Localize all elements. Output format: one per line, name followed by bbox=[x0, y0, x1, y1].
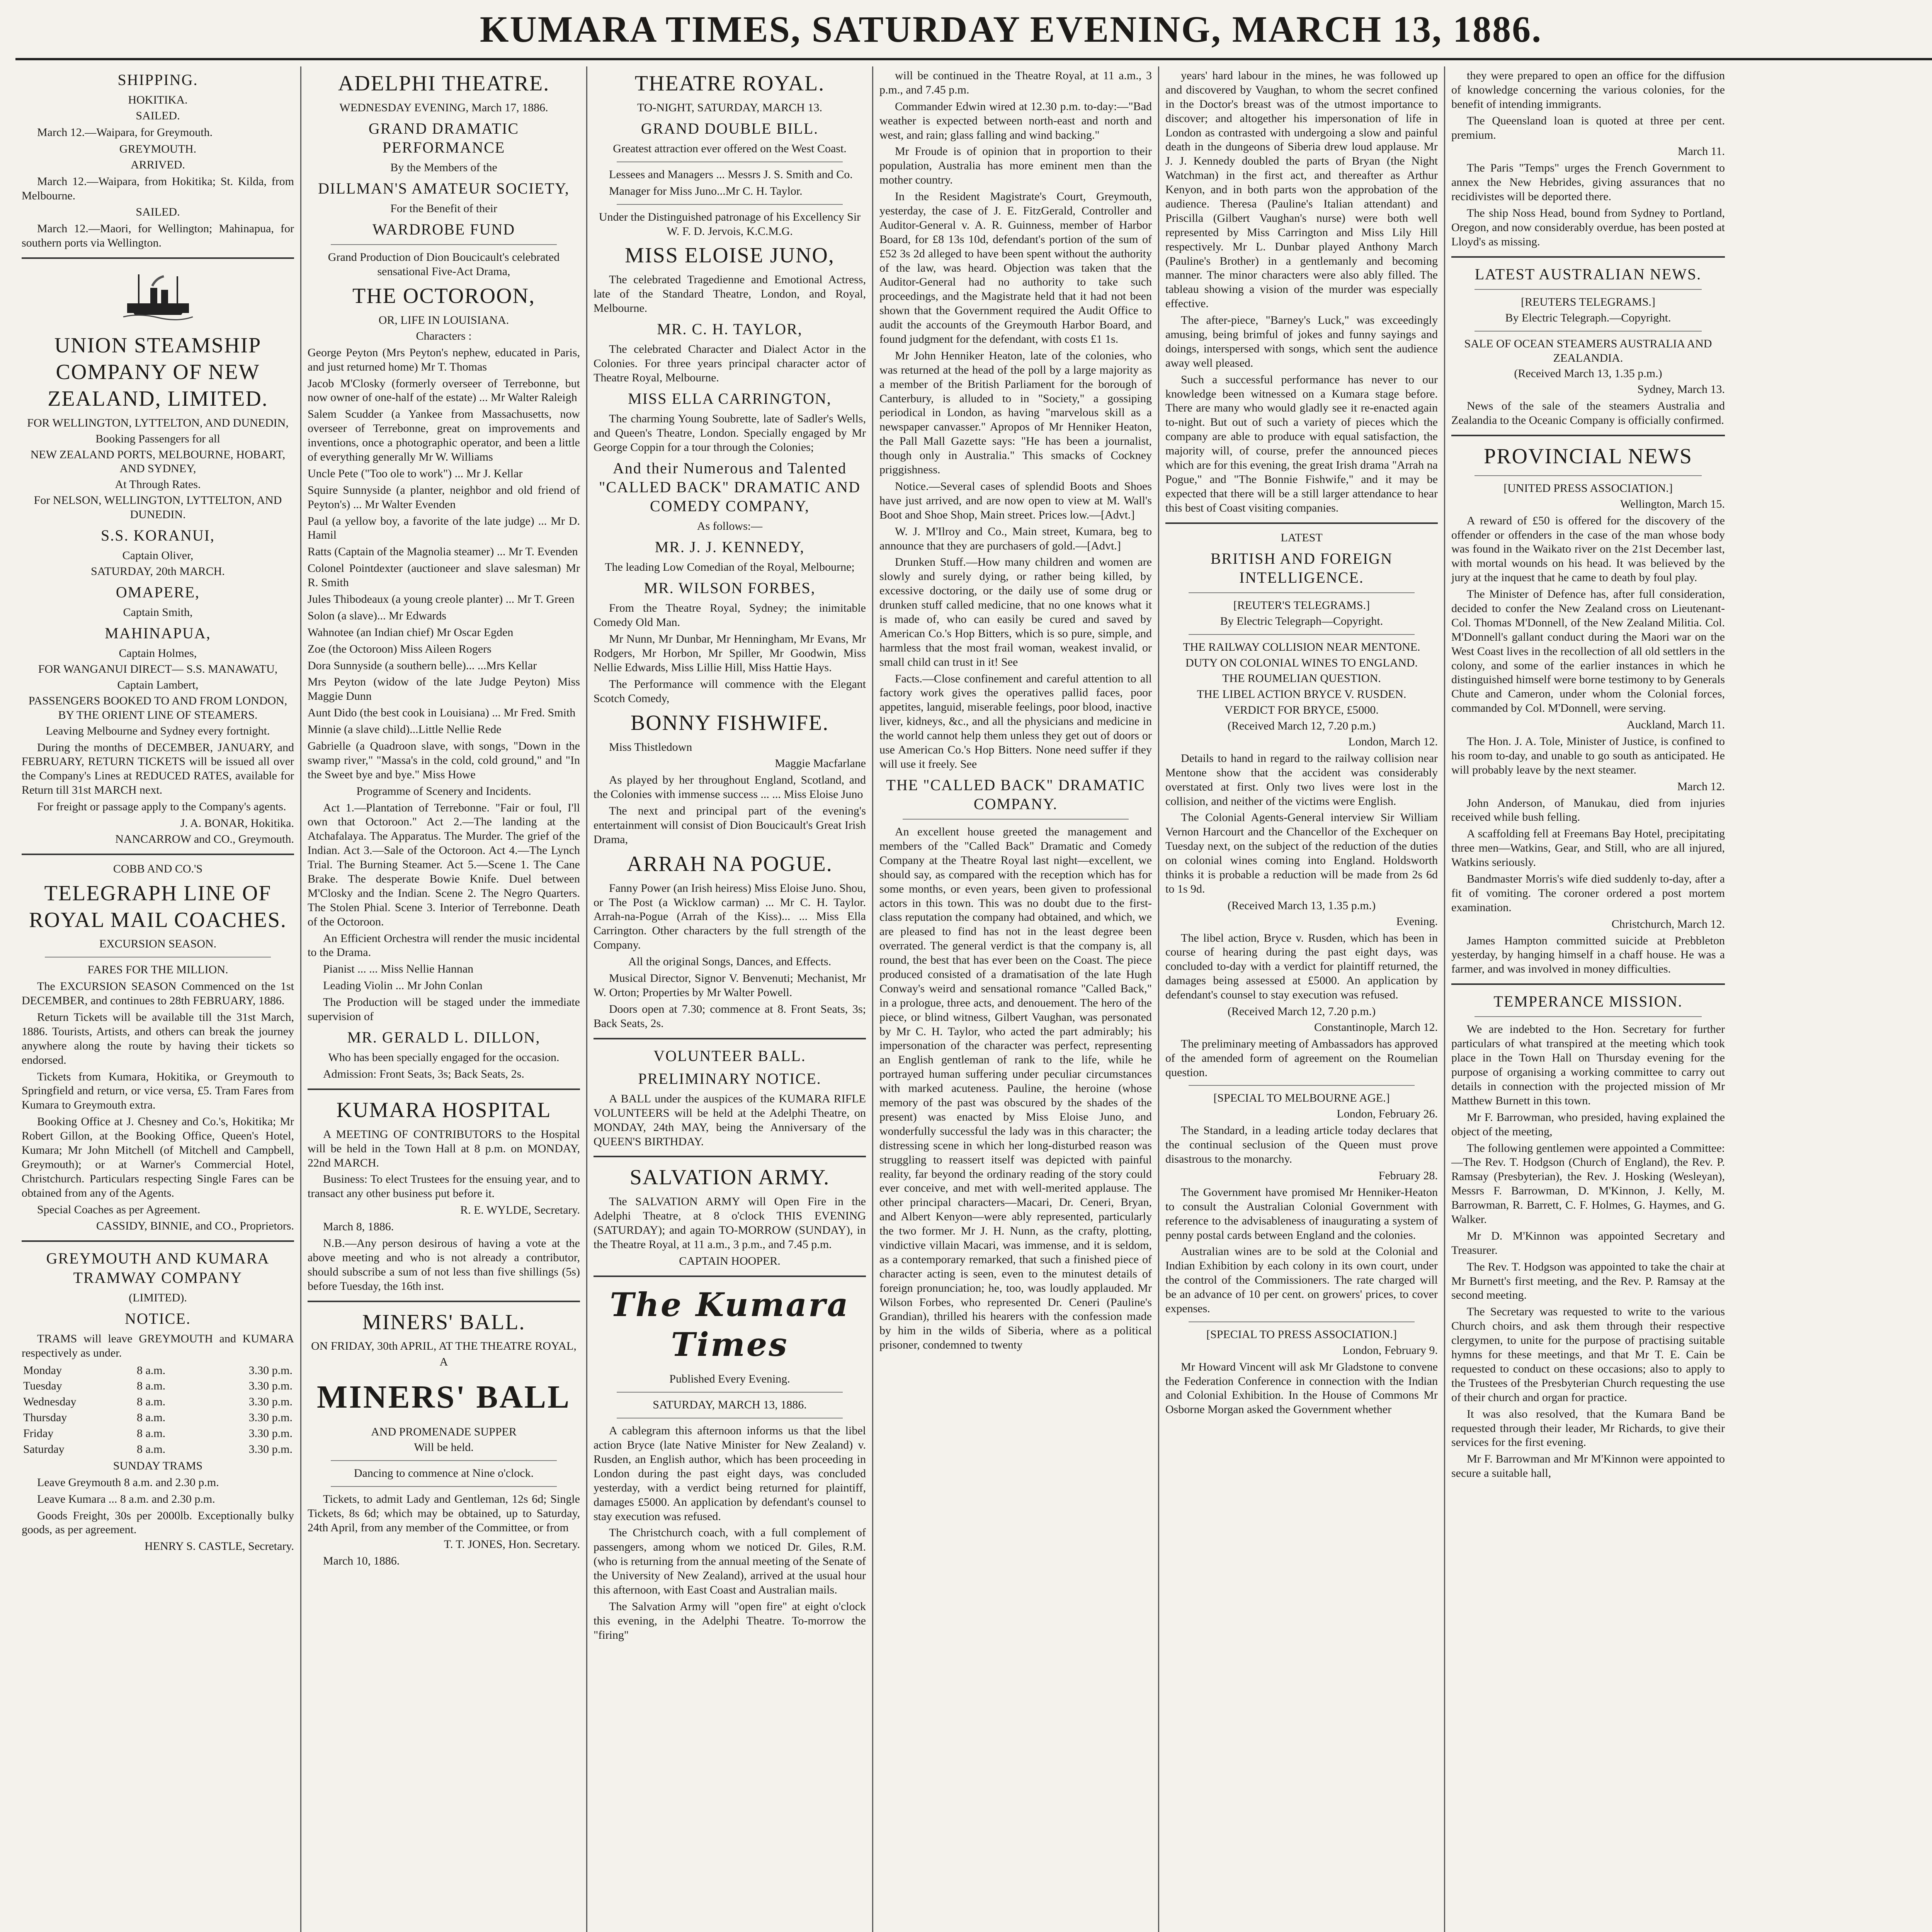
telegraph-heading: TELEGRAPH LINE OF ROYAL MAIL COACHES. bbox=[29, 881, 287, 932]
col6-p17: The Rev. T. Hodgson was appointed to take the chair at Mr Burnett's first meeting, and the Rev. P. Ramsay at the second meeting. bbox=[1451, 1260, 1725, 1302]
cast-entry: Zoe (the Octoroon) Miss Aileen Rogers bbox=[308, 642, 492, 655]
dancing: Dancing to commence at Nine o'clock. bbox=[354, 1467, 534, 1480]
cast-entry: Wahnotee (an Indian chief) Mr Oscar Egden bbox=[308, 626, 514, 639]
cast-entry: Solon (a slave)... Mr Edwards bbox=[308, 609, 447, 622]
british-heading: BRITISH AND FOREIGN INTELLIGENCE. bbox=[1210, 549, 1393, 586]
editorial-p3: The Salvation Army will "open fire" at eight o'clock this evening, in the Adelphi Theatre. To-morrow the "firing" bbox=[594, 1600, 866, 1641]
hokitika-text: March 12.—Waipara, for Greymouth. bbox=[37, 126, 213, 139]
schedule-pm: 3.30 p.m. bbox=[248, 1379, 293, 1393]
temperance-heading: TEMPERANCE MISSION. bbox=[1493, 993, 1683, 1010]
column-1 bbox=[15, 66, 301, 1932]
koranui-captain: Captain Oliver, bbox=[122, 549, 194, 562]
divider bbox=[22, 854, 294, 855]
cast-entry: Minnie (a slave child)...Little Nellie Rede bbox=[308, 723, 502, 736]
schedule-day: Tuesday bbox=[23, 1379, 62, 1393]
london-3: London, February 9. bbox=[1342, 1344, 1438, 1357]
pogue-title: ARRAH NA POGUE. bbox=[627, 852, 833, 876]
schedule-row bbox=[22, 1363, 294, 1379]
cast-entry: Gabrielle (a Quadroon slave, with songs, "Down in the swamp river," "Massa's in the cold, cold ground," and "In the Sweet bye and bye." Miss Howe bbox=[308, 740, 580, 781]
col6-p20: Mr F. Barrowman and Mr M'Kinnon were appointed to secure a suitable hall, bbox=[1451, 1452, 1725, 1480]
special-2: [SPECIAL TO PRESS ASSOCIATION.] bbox=[1206, 1328, 1397, 1341]
schedule-pm: 3.30 p.m. bbox=[248, 1427, 293, 1440]
will-be-held: Will be held. bbox=[414, 1441, 474, 1454]
col4-p1: will be continued in the Theatre Royal, at 11 a.m., 3 p.m., and 7.45 p.m. bbox=[879, 69, 1152, 96]
kennedy: MR. J. J. KENNEDY, bbox=[655, 538, 805, 556]
dillon-desc: Who has been specially engaged for the occasion. bbox=[328, 1051, 560, 1064]
col4-p8: Drunken Stuff.—How many children and women are slowly and surely dying, or rather being killed, by excessive doctoring, or the daily use of some drug or drunken stuff called medicine, that no one knows what it is made of, who can easily be cured and saved by American Co.'s Hop Bitters, which is so pure, simple, and harmless that the most frail woman, weakest invalid, or small child can trust in it! See bbox=[879, 556, 1152, 668]
manager: Manager for Miss Juno...Mr C. H. Taylor. bbox=[609, 184, 803, 197]
tram-limited: (LIMITED). bbox=[129, 1291, 187, 1304]
schedule-am: 8 a.m. bbox=[136, 1411, 166, 1424]
greymouth-sailed: March 12.—Maori, for Wellington; Mahinapua, for southern ports via Wellington. bbox=[22, 222, 294, 250]
by-electric: By Electric Telegraph—Copyright. bbox=[1220, 614, 1383, 628]
excursion-p1: The EXCURSION SEASON Commenced on the 1st DECEMBER, and continues to 28th FEBRUARY, 1886. bbox=[22, 980, 294, 1007]
forbes-desc: From the Theatre Royal, Sydney; the inimitable Comedy Old Man. bbox=[594, 602, 866, 629]
col6-p14: Mr F. Barrowman, who presided, having explained the object of the meeting, bbox=[1451, 1111, 1725, 1138]
divider bbox=[1475, 1016, 1702, 1017]
cast-entry: Paul (a yellow boy, a favorite of the late judge) ... Mr D. Hamil bbox=[308, 514, 580, 542]
omapere: OMAPERE, bbox=[116, 583, 200, 601]
adelphi-date: WEDNESDAY EVENING, March 17, 1886. bbox=[339, 101, 548, 114]
schedule-am: 8 a.m. bbox=[136, 1395, 166, 1408]
column-6 bbox=[1445, 66, 1731, 1932]
sailed-label-2: SAILED. bbox=[136, 206, 180, 219]
mahinapua-captain: Captain Holmes, bbox=[119, 647, 197, 660]
received-2: (Received March 13, 1.35 p.m.) bbox=[1227, 899, 1376, 912]
adelphi-heading: ADELPHI THEATRE. bbox=[338, 71, 550, 95]
divider bbox=[1189, 1085, 1415, 1086]
railway-heading: THE RAILWAY COLLISION NEAR MENTONE. bbox=[1183, 640, 1420, 653]
excursion-heading: EXCURSION SEASON. bbox=[99, 937, 217, 951]
divider bbox=[22, 1240, 294, 1242]
col5-p1: years' hard labour in the mines, he was followed up and discovered by Vaughan, to whom the secret confined in the Doctor's breast was of the utmost importance to discover; and altogether his impersonation of life in London as contrasted with undergoing a slow and painful death in the dungeons of Siberia drew loud applause. Mr J. J. Kennedy doubled the parts of Bryan (the Night Watchman) in the first act, and thereafter as Arthur Kenyon, and in both parts won the approbation of the audience. Theresa (Pauline's Italian attendant) and Priscilla (Gilbert Vaughan's nurse) were both well represented by Miss Carrington and Miss Lily Hill respectively. Mr L. Dunbar played Anthony March (Pauline's Brother) in a gentlemanly and becoming manner. The minor characters were also ably filled. The tableau showing a vision of the murder was especially effective. bbox=[1165, 69, 1438, 310]
schedule-day: Saturday bbox=[23, 1443, 65, 1456]
schedule-pm: 3.30 p.m. bbox=[248, 1443, 293, 1456]
ball-text: A BALL under the auspices of the KUMARA RIFLE VOLUNTEERS will be held at the Adelphi Theatre, on MONDAY, 24th MAY, being the Anniversary of the QUEEN'S BIRTHDAY. bbox=[594, 1092, 866, 1148]
divider bbox=[617, 204, 843, 205]
greymouth-arrived: March 12.—Waipara, from Hokitika; St. Kilda, from Melbourne. bbox=[22, 175, 294, 202]
agent-nancarrow: NANCARROW and CO., Greymouth. bbox=[115, 832, 294, 845]
excursion-p5: Special Coaches as per Agreement. bbox=[37, 1203, 201, 1216]
cast-entry: Dora Sunnyside (a southern belle)... ...Mrs Kellar bbox=[308, 659, 537, 672]
wylde: R. E. WYLDE, Secretary. bbox=[460, 1204, 580, 1217]
sunday-line-2: Leave Kumara ... 8 a.m. and 2.30 p.m. bbox=[37, 1492, 215, 1505]
lessees: Lessees and Managers ... Messrs J. S. Smith and Co. bbox=[609, 168, 853, 181]
salvation-heading: SALVATION ARMY. bbox=[629, 1165, 830, 1190]
date-line: SATURDAY, MARCH 13, 1886. bbox=[653, 1398, 807, 1412]
schedule-row bbox=[22, 1378, 294, 1394]
col6-p7: The Minister of Defence has, after full consideration, decided to confer the New Zealand cross on Lieutenant-Col. Thomas M'Donnell, of the New Zealand Militia. Col. M'Donnell's gallant conduct during the Maori war on the West Coast lives in the recollection of all old settlers in the colony, and some of the earlier instances in which he distinguished himself were borne testimony to by Generals Chute and Cameron, under whom the Colonial forces, commanded by Col. M'Donnell, were serving. bbox=[1451, 588, 1725, 715]
pogue-cast: Fanny Power (an Irish heiress) Miss Eloise Juno. Shou, or The Post (a Wicklow carman) ... Mr C. H. Taylor. Arrah-na-Pogue (Arrah of the Kiss)... ... Miss Ella Carrington. Other characters by the full strength of the Company. bbox=[594, 881, 866, 952]
col6-p16: Mr D. M'Kinnon was appointed Secretary and Treasurer. bbox=[1451, 1229, 1725, 1257]
col6-p10: A scaffolding fell at Freemans Bay Hotel, precipitating three men—Watkins, Gear, and Still, who are all injured, Watkins seriously. bbox=[1451, 827, 1725, 869]
arrived-label: ARRIVED. bbox=[131, 158, 185, 171]
col6-p12: James Hampton committed suicide at Prebbleton yesterday, by hanging himself in a chaff house. He was a farmer, and was involved in money difficulties. bbox=[1451, 934, 1725, 976]
carrington: MISS ELLA CARRINGTON, bbox=[628, 389, 832, 407]
provincial-heading: PROVINCIAL NEWS bbox=[1484, 444, 1692, 468]
juno: MISS ELOISE JUNO, bbox=[625, 243, 835, 268]
cast-entry: Squire Sunnyside (a planter, neighbor and old friend of Peyton's) ... Mr Walter Evenden bbox=[308, 483, 580, 511]
production: Grand Production of Dion Boucicault's celebrated sensational Five-Act Drama, bbox=[328, 251, 560, 278]
hospital-text: A MEETING OF CONTRIBUTORS to the Hospital will be held in the Town Hall at 8 p.m. on MONDAY, 22nd MARCH. bbox=[308, 1128, 580, 1169]
evening: Evening. bbox=[1396, 915, 1438, 928]
divider bbox=[308, 1088, 580, 1090]
schedule-day: Monday bbox=[23, 1364, 62, 1377]
called-back-heading: THE "CALLED BACK" DRAMATIC COMPANY. bbox=[886, 776, 1145, 813]
by-electric-2: By Electric Telegraph.—Copyright. bbox=[1505, 311, 1671, 324]
auckland: Auckland, March 11. bbox=[1627, 718, 1725, 731]
column-4 bbox=[873, 66, 1159, 1932]
march-10: March 10, 1886. bbox=[323, 1554, 400, 1567]
union-line-4: At Through Rates. bbox=[115, 478, 201, 491]
column-3 bbox=[587, 66, 873, 1932]
played: As played by her throughout England, Scotland, and the Colonies with immense success ... ... Miss Eloise Juno bbox=[594, 774, 866, 801]
acts-text: Act 1.—Plantation of Terrebonne. "Fair or foul, I'll own that Octoroon." Act 2.—The landing at the Atchafalaya. The Apparatus. The Murder. The grief of the Indian. Act 3.—Sale of the Octoroon. Act 4.—The Lynch Trial. The Burning Steamer. Act 5.—Scene 1. The Cane Brake. The desperate Bowie Knife. Duel between M'Closky and the Indian. Scene 2. The Negro Quarters. The Stolen Phial. Scene 3. Interior of Terrebonne. Death of the Octoroon. bbox=[308, 801, 580, 928]
col5-p11: Mr Howard Vincent will ask Mr Gladstone to convene the Federation Conference in connection with the Indian and Colonial Exhibition. In the House of Commons Mr Osborne Morgan asked the Government whether bbox=[1165, 1360, 1438, 1416]
excursion-p3: Tickets from Kumara, Hokitika, or Greymouth to Springfield and return, or vice versa, £5. Tram Fares from Kumara to Greymouth extra. bbox=[22, 1070, 294, 1112]
double-bill: GRAND DOUBLE BILL. bbox=[641, 119, 819, 137]
wanganui: FOR WANGANUI DIRECT— S.S. MANAWATU, bbox=[38, 663, 278, 676]
songs: All the original Songs, Dances, and Effects. bbox=[628, 955, 832, 968]
col5-p7: The preliminary meeting of Ambassadors has approved of the amended form of agreement on the Roumelian question. bbox=[1165, 1037, 1438, 1079]
forbes: MR. WILSON FORBES, bbox=[644, 579, 816, 597]
schedule-am: 8 a.m. bbox=[136, 1364, 166, 1377]
cast-entry: Jacob M'Closky (formerly overseer of Terrebonne, but now owner of one-half of the estate) ... Mr Walter Raleigh bbox=[308, 377, 580, 404]
leaving: Leaving Melbourne and Sydney every fortnight. bbox=[46, 724, 270, 737]
column-5 bbox=[1159, 66, 1445, 1932]
divider bbox=[594, 1038, 866, 1039]
divider bbox=[1475, 475, 1702, 476]
fares-heading: FARES FOR THE MILLION. bbox=[87, 963, 228, 976]
col6-p6: A reward of £50 is offered for the discovery of the offender or offenders in the case of the man whose body was found in the Waikato river on the 21st December last, with mortal wounds on his head. It was believed by the jury at the inquest that he came to death by foul play. bbox=[1451, 514, 1725, 584]
louisiana: OR, LIFE IN LOUISIANA. bbox=[378, 313, 509, 327]
divider bbox=[331, 1486, 557, 1487]
col4-p4: In the Resident Magistrate's Court, Greymouth, yesterday, the case of J. E. FitzGerald, Controller and Auditor-General v. A. R. Guinness, member of Harbor Board, for £8 13s 10d, defendant's portion of the sum of £52 3s 2d alleged to have been spent without the authority of the law, was heard. Objection was taken that the Auditor-General had no authority to take such proceedings, and the Magistrate held that it had not been shown that the Government required the Audit Office to audit the accounts of the Greymouth Harbor Board, and found judgment for the defendant, with costs £1 1s. bbox=[879, 190, 1152, 346]
volunteer-heading: VOLUNTEER BALL. bbox=[653, 1047, 806, 1065]
london-1: London, March 12. bbox=[1348, 735, 1438, 748]
schedule-row bbox=[22, 1426, 294, 1442]
miners-ball-title: MINERS' BALL bbox=[316, 1379, 571, 1415]
schedule-am: 8 a.m. bbox=[136, 1379, 166, 1393]
col6-p9: John Anderson, of Manukau, died from injuries received while bush felling. bbox=[1451, 796, 1725, 824]
schedule-am: 8 a.m. bbox=[136, 1443, 166, 1456]
preliminary-heading: PRELIMINARY NOTICE. bbox=[638, 1070, 821, 1087]
editorial-p2: The Christchurch coach, with a full complement of passengers, among whom we noticed Dr. Giles, R.M. (who is returning from the annual meeting of the Senate of the University of New Zealand), arrived at the usual hour this afternoon, with East Coast and Australian mails. bbox=[594, 1526, 866, 1596]
miners-heading: MINERS' BALL. bbox=[362, 1310, 526, 1334]
wardrobe-fund: WARDROBE FUND bbox=[372, 221, 515, 238]
divider bbox=[594, 1156, 866, 1157]
col5-p3: Such a successful performance has never to our knowledge been witnessed on a Kumara stage before. There are many who would gladly see it re-enacted again to-night. But out of such a variety of pieces which the company are able to produce with equal satisfaction, the majority will, of course, prefer the announced pieces which are for this evening, the great Irish drama "Arrah na Pogue," and "The Bonnie Fishwife," and it may be expected that there will be a still larger attendance to hear this best of Coast visiting companies. bbox=[1165, 373, 1438, 514]
received: (Received March 13, 1.35 p.m.) bbox=[1514, 367, 1662, 380]
divider bbox=[1451, 435, 1725, 436]
schedule-day: Wednesday bbox=[23, 1395, 77, 1408]
cast-entry: Uncle Pete ("Too ole to work") ... Mr J. Kellar bbox=[308, 467, 523, 480]
divider bbox=[903, 819, 1129, 820]
hokitika-heading: HOKITIKA. bbox=[128, 94, 188, 107]
cast-entry: Ratts (Captain of the Magnolia steamer) ... Mr T. Evenden bbox=[308, 545, 578, 558]
editorial-p1: A cablegram this afternoon informs us that the libel action Bryce (late Native Minister for New Zealand) v. Rusden, an English author, which has been proceeding in London during the past eight days, was concluded yesterday, with a verdict being returned for plaintiff, damages £5000. An application by defendant's counsel to stay execution was refused. bbox=[594, 1424, 866, 1523]
sunday-line-1: Leave Greymouth 8 a.m. and 2.30 p.m. bbox=[37, 1476, 219, 1489]
col4-p5: Mr John Henniker Heaton, late of the colonies, who was returned at the head of the poll by a large majority as a member of the British Parliament for the borough of Canterbury, is alluded to in "Society," a gossiping periodical in London, as having "marvelous skill as a newspaper canvasser." Apropos of Mr Henniker Heaton, the Pall Mall Gazette says: "He has been a journalist, though only in Australia." This smacks of Cockney priggishness. bbox=[879, 349, 1152, 476]
col5-p2: The after-piece, "Barney's Luck," was exceedingly amusing, being brimful of jokes and funny sayings and doings, interspersed with songs, which sent the audience away well pleased. bbox=[1165, 314, 1438, 369]
promenade: AND PROMENADE SUPPER bbox=[371, 1425, 517, 1438]
divider bbox=[617, 1392, 843, 1393]
schedule-am: 8 a.m. bbox=[136, 1427, 166, 1440]
commence: The Performance will commence with the Elegant Scotch Comedy, bbox=[594, 677, 866, 705]
excursion-p4: Booking Office at J. Chesney and Co.'s, Hokitika; Mr Robert Gillon, at the Booking Office, Queen's Hotel, Kumara; Mr John Mitchell (of Mitchell and Campbell, Greymouth); or at Warner's Commercial Hotel, Christchurch. Particulars respecting Single Fares can be obtained from any of the Agents. bbox=[22, 1115, 294, 1199]
miners-a: A bbox=[439, 1355, 448, 1369]
taylor-desc: The celebrated Character and Dialect Actor in the Colonies. For three years principal character actor of Theatre Royal, Melbourne. bbox=[594, 343, 866, 384]
company: And their Numerous and Talented "CALLED BACK" DRAMATIC AND COMEDY COMPANY, bbox=[599, 459, 861, 515]
divider bbox=[22, 257, 294, 259]
steamship-icon bbox=[119, 267, 197, 325]
cast-entry: Salem Scudder (a Yankee from Massachusetts, now overseer of Terrebonne, great on improvements and inventions, once a photographic operator, and been a little of everything generally Mr W. Williams bbox=[308, 408, 580, 463]
schedule-row bbox=[22, 1442, 294, 1458]
doors: Doors open at 7.30; commence at 8. Front Seats, 3s; Back Seats, 2s. bbox=[594, 1002, 866, 1030]
schedule-day: Friday bbox=[23, 1427, 54, 1440]
sale-heading: SALE OF OCEAN STEAMERS AUSTRALIA AND ZEALANDIA. bbox=[1464, 337, 1712, 364]
special-1: [SPECIAL TO MELBOURNE AGE.] bbox=[1213, 1092, 1390, 1105]
col6-p8: The Hon. J. A. Tole, Minister of Justice, is confined to his room to-day, and unable to go south as anticipated. He will probably leave by the next steamer. bbox=[1451, 735, 1725, 776]
cobb-heading: COBB AND CO.'S bbox=[113, 862, 203, 875]
sydney: Sydney, March 13. bbox=[1637, 383, 1725, 396]
united-press: [UNITED PRESS ASSOCIATION.] bbox=[1503, 481, 1673, 495]
shipping-heading: SHIPPING. bbox=[117, 71, 198, 88]
grand-performance: GRAND DRAMATIC PERFORMANCE bbox=[368, 119, 519, 156]
tram-heading: GREYMOUTH AND KUMARA TRAMWAY COMPANY bbox=[46, 1250, 270, 1286]
agent-bonar: J. A. BONAR, Hokitika. bbox=[180, 816, 294, 830]
reuters-2: [REUTERS TELEGRAMS.] bbox=[1521, 295, 1655, 308]
taylor: MR. C. H. TAYLOR, bbox=[657, 320, 803, 338]
col6-p19: It was also resolved, that the Kumara Band be requested through their leader, Mr Richards, to give their services for the first evening. bbox=[1451, 1407, 1725, 1449]
wellington: Wellington, March 15. bbox=[1620, 497, 1725, 510]
columns bbox=[15, 66, 1932, 1932]
cast-list bbox=[308, 346, 580, 782]
union-line-5: For NELSON, WELLINGTON, LYTTELTON, AND DUNEDIN. bbox=[34, 494, 282, 521]
excursion-p2: Return Tickets will be available till the 31st March, 1886. Tourists, Artists, and others can break the journey anywhere along the route by having their tickets so endorsed. bbox=[22, 1010, 294, 1066]
staged: The Production will be staged under the immediate supervision of bbox=[308, 996, 580, 1023]
omapere-captain: Captain Smith, bbox=[123, 606, 193, 619]
union-line-3: NEW ZEALAND PORTS, MELBOURNE, HOBART, AND SYDNEY, bbox=[30, 448, 286, 475]
col5-p5: The Colonial Agents-General interview Sir William Vernon Harcourt and the Chancellor of the Exchequer on Tuesday next, on the subject of the reduction of the duties on colonial wines coming into England. Holdsworth thinks it is probable a reduction will be made from 2s 6d to 1s 9d. bbox=[1165, 811, 1438, 895]
col6-p11: Bandmaster Morris's wife died suddenly to-day, after a fit of vomiting. The coroner ordered a post mortem examination. bbox=[1451, 872, 1725, 914]
sunday-heading: SUNDAY TRAMS bbox=[113, 1459, 203, 1472]
divider bbox=[331, 244, 557, 245]
goods-text: Goods Freight, 30s per 2000lb. Exceptionally bulky goods, as per agreement. bbox=[22, 1509, 294, 1536]
carrington-desc: The charming Young Soubrette, late of Sadler's Wells, and Queen's Theatre, London. Specially engaged by Mr George Coppin for a tour through the Colonies; bbox=[594, 412, 866, 454]
received-1: (Received March 12, 7.20 p.m.) bbox=[1227, 719, 1376, 733]
miners-date: ON FRIDAY, 30th APRIL, AT THE THEATRE ROYAL, bbox=[311, 1340, 577, 1353]
tonight: TO-NIGHT, SATURDAY, MARCH 13. bbox=[637, 101, 822, 114]
divider bbox=[1451, 256, 1725, 258]
col6-p13: We are indebted to the Hon. Secretary for further particulars of what transpired at the meeting which took place in the Town Hall on Thursday evening for the purpose of organising a working committee to carry out details in connection with the projected mission of Mr Matthew Burnett in this town. bbox=[1451, 1023, 1725, 1107]
mahinapua: MAHINAPUA, bbox=[105, 624, 211, 642]
cast-entry: Aunt Dido (the best cook in Louisiana) ... Mr Fred. Smith bbox=[308, 706, 576, 719]
constantinople: Constantinople, March 12. bbox=[1314, 1020, 1438, 1034]
greymouth-heading: GREYMOUTH. bbox=[119, 142, 197, 155]
as-follows: As follows:— bbox=[697, 520, 763, 533]
programme-heading: Programme of Scenery and Incidents. bbox=[356, 784, 531, 798]
theatre-royal-heading: THEATRE ROYAL. bbox=[634, 71, 825, 95]
col6-p1: they were prepared to open an office for the diffusion of knowledge concerning the various colonies, for the benefit of intending immigrants. bbox=[1451, 69, 1725, 111]
divider bbox=[1189, 634, 1415, 635]
juno-desc: The celebrated Tragedienne and Emotional Actress, late of the Standard Theatre, London, and Royal, Melbourne. bbox=[594, 273, 866, 315]
hooper: CAPTAIN HOOPER. bbox=[679, 1254, 781, 1267]
divider bbox=[1475, 289, 1702, 290]
macfarlane: Maggie Macfarlane bbox=[775, 757, 866, 770]
jones: T. T. JONES, Hon. Secretary. bbox=[444, 1537, 580, 1551]
column-2 bbox=[301, 66, 587, 1932]
schedule-pm: 3.30 p.m. bbox=[248, 1411, 293, 1424]
cast-entry: Colonel Pointdexter (auctioneer and slave salesman) Mr R. Smith bbox=[308, 562, 580, 589]
masthead: KUMARA TIMES, SATURDAY EVENING, MARCH 13, 1886. bbox=[15, 0, 1932, 60]
col4-p3: Mr Froude is of opinion that in proportion to their population, Australia has more eminent men than the mother country. bbox=[879, 145, 1152, 187]
wanganui-captain: Captain Lambert, bbox=[117, 678, 199, 691]
benefit: For the Benefit of their bbox=[390, 202, 497, 215]
col6-p2: The Queensland loan is quoted at three per cent. premium. bbox=[1451, 114, 1725, 141]
kennedy-desc: The leading Low Comedian of the Royal, Melbourne; bbox=[605, 561, 855, 574]
schedule-pm: 3.30 p.m. bbox=[248, 1364, 293, 1377]
col4-p10: An excellent house greeted the management and members of the "Called Back" Dramatic and Comedy Company at the Theatre Royal last night—excellent, we should say, as compared with the reception which has for some months, or even years, been given to professional actors in this town. This was no doubt due to the first-class reputation the company had obtained, and which, we are pleased to find has not in the least degree been overrated. The general verdict is that the company is, all round, the best that has ever been on the Coast. The piece produced consisted of a dramatisation of the late Hugh Conway's weird and sensational romance "Called Back," in a prologue, three acts, and denouement. The hero of the piece, or blind witness, Gilbert Vaughan, was personated by Mr C. H. Taylor, who acted the part admirably; his impersonation of the character was perfect, representing an English gentleman of rank to the life, while he portrayed human suffering under peculiar circumstances with marked acuteness. Pauline, the heroine (whose memory of the past was obscured by the shades of the present) was enacted by Miss Eloise Juno, and wonderfully successful the lady was in this character; the distressing scene in which her long-disturbed reason was struggling to reassert itself was depicted with painful reality, far beyond the ordinary reading of the story could ever conceive, and met with well-merited applause. The other principal characters—Macari, Dr. Ceneri, Bryan, and Albert Kenyon—were ably represented, particularly the two former. Mr J. H. Nunn, as the crafty, plotting, vindictive villain Macari, was immense, and it is seldom, as a contemporary remarked, that such a finished piece of character acting is seen, even to the minutest details of foreign pronunciation; he, too, was loudly applauded. Mr Wilson Forbes, who represented Dr. Ceneri (Pauline's Grandian), thrilled his hearers with the confession made by him in the wilds of Siberia, where as a political prisoner, condemned to twenty bbox=[879, 825, 1152, 1352]
divider bbox=[1189, 592, 1415, 593]
notice-heading: NOTICE. bbox=[125, 1310, 191, 1327]
march-8: March 8, 1886. bbox=[323, 1220, 394, 1233]
greatest: Greatest attraction ever offered on the West Coast. bbox=[613, 142, 847, 155]
musical: Musical Director, Signor V. Benvenuti; Mechanist, Mr W. Orton; Properties by Mr Walter Powell. bbox=[594, 971, 866, 999]
hospital-business: Business: To elect Trustees for the ensuing year, and to transact any other business put before it. bbox=[308, 1173, 580, 1200]
koranui-date: SATURDAY, 20th MARCH. bbox=[91, 565, 225, 578]
cassidy: CASSIDY, BINNIE, and CO., Proprietors. bbox=[96, 1219, 294, 1233]
christchurch: Christchurch, March 12. bbox=[1611, 917, 1725, 930]
col5-p9: The Government have promised Mr Henniker-Heaton to consult the Australian Colonial Government with reference to the advisableness of inaugurating a system of penny postal cards between England and the colonies. bbox=[1165, 1185, 1438, 1242]
nb-text: N.B.—Any person desirous of having a vote at the above meeting and who is not already a contributor, should subscribe a sum of not less than five shillings (5s) before Tuesday, the 16th inst. bbox=[308, 1237, 580, 1293]
latest-aus-heading: LATEST AUSTRALIAN NEWS. bbox=[1475, 265, 1702, 283]
pianist: Pianist ... ... Miss Nellie Hannan bbox=[323, 963, 474, 976]
divider bbox=[1451, 983, 1725, 985]
london-2: London, February 26. bbox=[1337, 1107, 1438, 1121]
union-title: UNION STEAMSHIP COMPANY OF NEW ZEALAND, LIMITED. bbox=[48, 333, 268, 411]
tram-schedule bbox=[22, 1363, 294, 1458]
col6-p18: The Secretary was requested to write to the various Church choirs, and ask them through their respective clergymen, to unite for the purpose of practising suitable hymns for these meetings, and that Mr T. E. Cain be requested to conduct on these occasions; also to apply to the Trustees of the Presbyterian Church requesting the use of their church and organ for practice. bbox=[1451, 1305, 1725, 1404]
roumelian-heading: THE ROUMELIAN QUESTION. bbox=[1222, 672, 1381, 685]
next-part: The next and principal part of the evening's entertainment will consist of Dion Boucicault's Great Irish Drama, bbox=[594, 804, 866, 846]
received-3: (Received March 12, 7.20 p.m.) bbox=[1227, 1005, 1376, 1018]
col5-p10: Australian wines are to be sold at the Colonial and Indian Exhibition by each colony in its own court, under the control of the Commissioners. The rate charged will be an advance of 10 per cent. on growers' prices, to cover expenses. bbox=[1165, 1245, 1438, 1315]
admission: Admission: Front Seats, 3s; Back Seats, 2s. bbox=[323, 1068, 524, 1080]
paper-title: The Kumara Times bbox=[610, 1285, 850, 1364]
schedule-row bbox=[22, 1394, 294, 1410]
during-text: During the months of DECEMBER, JANUARY, and FEBRUARY, RETURN TICKETS will be issued all over the Company's Lines at REDUCED RATES, available for Return till 31st MARCH next. bbox=[22, 741, 294, 797]
hospital-heading: KUMARA HOSPITAL bbox=[336, 1098, 551, 1122]
cast-entry: Mrs Peyton (widow of the late Judge Peyton) Miss Maggie Dunn bbox=[308, 675, 580, 703]
octoroon-title: THE OCTOROON, bbox=[352, 284, 535, 308]
tickets: Tickets, to admit Lady and Gentleman, 12s 6d; Single Tickets, 8s 6d; which may be obtained, up to Saturday, 24th April, from any member of the Committee, or from bbox=[308, 1493, 580, 1534]
orchestra: An Efficient Orchestra will render the music incidental to the Drama. bbox=[308, 932, 580, 959]
sailed-label: SAILED. bbox=[136, 109, 180, 122]
patronage: Under the Distinguished patronage of his Excellency Sir W. F. D. Jervois, K.C.M.G. bbox=[599, 210, 861, 238]
schedule-pm: 3.30 p.m. bbox=[248, 1395, 293, 1408]
verdict-heading: VERDICT FOR BRYCE, £5000. bbox=[1225, 704, 1379, 717]
col5-p6: The libel action, Bryce v. Rusden, which has been in course of hearing during the past eight days, was concluded to-day with a verdict for plaintiff returned, the damages being assessed at £5000. An application by defendant's counsel to stay execution was refused. bbox=[1165, 931, 1438, 1002]
col6-p5: News of the sale of the steamers Australia and Zealandia to the Oceanic Company is officially confirmed. bbox=[1451, 400, 1725, 427]
divider bbox=[1189, 1321, 1415, 1322]
freight-text: For freight or passage apply to the Company's agents. bbox=[37, 800, 286, 813]
violin: Leading Violin ... Mr John Conlan bbox=[323, 979, 483, 992]
trams-text: TRAMS will leave GREYMOUTH and KUMARA respectively as under. bbox=[22, 1332, 294, 1359]
divider bbox=[1165, 522, 1438, 524]
thistledown: Miss Thistledown bbox=[609, 740, 692, 753]
col5-p4: Details to hand in regard to the railway collision near Mentone show that the accident was considerably overstated at first. Only two lives were lost in the collision, and neither of the victims were English. bbox=[1165, 752, 1438, 808]
by-members: By the Members of the bbox=[390, 161, 497, 174]
march-11: March 11. bbox=[1677, 145, 1725, 158]
divider bbox=[1475, 331, 1702, 332]
characters-heading: Characters : bbox=[416, 329, 472, 342]
union-line-1: FOR WELLINGTON, LYTTELTON, AND DUNEDIN, bbox=[27, 416, 289, 429]
col6-p15: The following gentlemen were appointed a Committee:—The Rev. T. Hodgson (Church of England), the Rev. P. Ramsay (Presbyterian), the Rev. J. Hosking (Wesleyan), Messrs F. Barrowman, D. M'Kinnon, J. Kelly, M. Barrowman, R. Barrett, C. F. Holmes, G. Haymes, and G. Walker. bbox=[1451, 1141, 1725, 1226]
published: Published Every Evening. bbox=[669, 1372, 790, 1386]
feb-28: February 28. bbox=[1378, 1169, 1438, 1182]
society: DILLMAN'S AMATEUR SOCIETY, bbox=[318, 180, 570, 197]
latest-label: LATEST bbox=[1281, 531, 1323, 544]
cast-entry: George Peyton (Mrs Peyton's nephew, educated in Paris, and just returned home) Mr T. Thomas bbox=[308, 346, 580, 373]
divider bbox=[308, 1301, 580, 1302]
union-line-2: Booking Passengers for all bbox=[95, 432, 220, 445]
divider bbox=[594, 1276, 866, 1277]
passengers: PASSENGERS BOOKED TO AND FROM LONDON, BY THE ORIENT LINE OF STEAMERS. bbox=[28, 694, 287, 721]
dillon: MR. GERALD L. DILLON, bbox=[347, 1028, 541, 1046]
col4-p2: Commander Edwin wired at 12.30 p.m. to-day:—"Bad weather is expected between north-east and north and west, and rain; glass falling and wind backing." bbox=[879, 100, 1152, 141]
castle: HENRY S. CASTLE, Secretary. bbox=[145, 1540, 294, 1553]
other-cast: Mr Nunn, Mr Dunbar, Mr Henningham, Mr Evans, Mr Rodgers, Mr Horbon, Mr Spiller, Mr Goodwin, Miss Nellie Edwards, Miss Lillie Hill, Miss Hattie Hays. bbox=[594, 633, 866, 674]
divider bbox=[331, 1460, 557, 1461]
fishwife-title: BONNY FISHWIFE. bbox=[630, 711, 829, 735]
schedule-day: Thursday bbox=[23, 1411, 67, 1424]
duty-heading: DUTY ON COLONIAL WINES TO ENGLAND. bbox=[1185, 656, 1418, 669]
march-12: March 12. bbox=[1677, 780, 1725, 793]
col6-p3: The Paris "Temps" urges the French Government to annex the New Hebrides, giving assurances that no recidivistes will be deported there. bbox=[1451, 162, 1725, 203]
libel-heading: THE LIBEL ACTION BRYCE V. RUSDEN. bbox=[1197, 688, 1406, 701]
koranui: S.S. KORANUI, bbox=[101, 526, 215, 544]
col4-p6: Notice.—Several cases of splendid Boots and Shoes have just arrived, and are now open to view at M. Wall's Boot and Shoe Shop, Main street. Prices low.—[Advt.] bbox=[879, 480, 1152, 521]
cast-entry: Jules Thibodeaux (a young creole planter) ... Mr T. Green bbox=[308, 592, 575, 605]
col5-p8: The Standard, in a leading article today declares that the continual seclusion of the Queen must prove disastrous to the monarchy. bbox=[1165, 1124, 1438, 1166]
col4-p9: Facts.—Close confinement and careful attention to all factory work gives the operatives pallid faces, poor appetites, languid, miserable feelings, poor blood, inactive liver, kidneys, &c., and all the physicians and medicine in the world cannot help them unless they get out of doors or use American Co.'s Hop Bitters. None need suffer if they will use it freely. See bbox=[879, 672, 1152, 770]
col6-p4: The ship Noss Head, bound from Sydney to Portland, Oregon, and now considerably overdue, has been posted at Lloyd's as missing. bbox=[1451, 207, 1725, 248]
schedule-row bbox=[22, 1410, 294, 1426]
salvation-text: The SALVATION ARMY will Open Fire in the Adelphi Theatre, at 8 o'clock THIS EVENING (SATURDAY); and again TO-MORROW (SUNDAY), in the Theatre Royal, at 11 a.m., 3 p.m., and 7.45 p.m. bbox=[594, 1195, 866, 1251]
col4-p7: W. J. M'Ilroy and Co., Main street, Kumara, beg to announce that they are purchasers of gold.—[Advt.] bbox=[879, 525, 1152, 552]
reuters: [REUTER'S TELEGRAMS.] bbox=[1233, 599, 1370, 612]
